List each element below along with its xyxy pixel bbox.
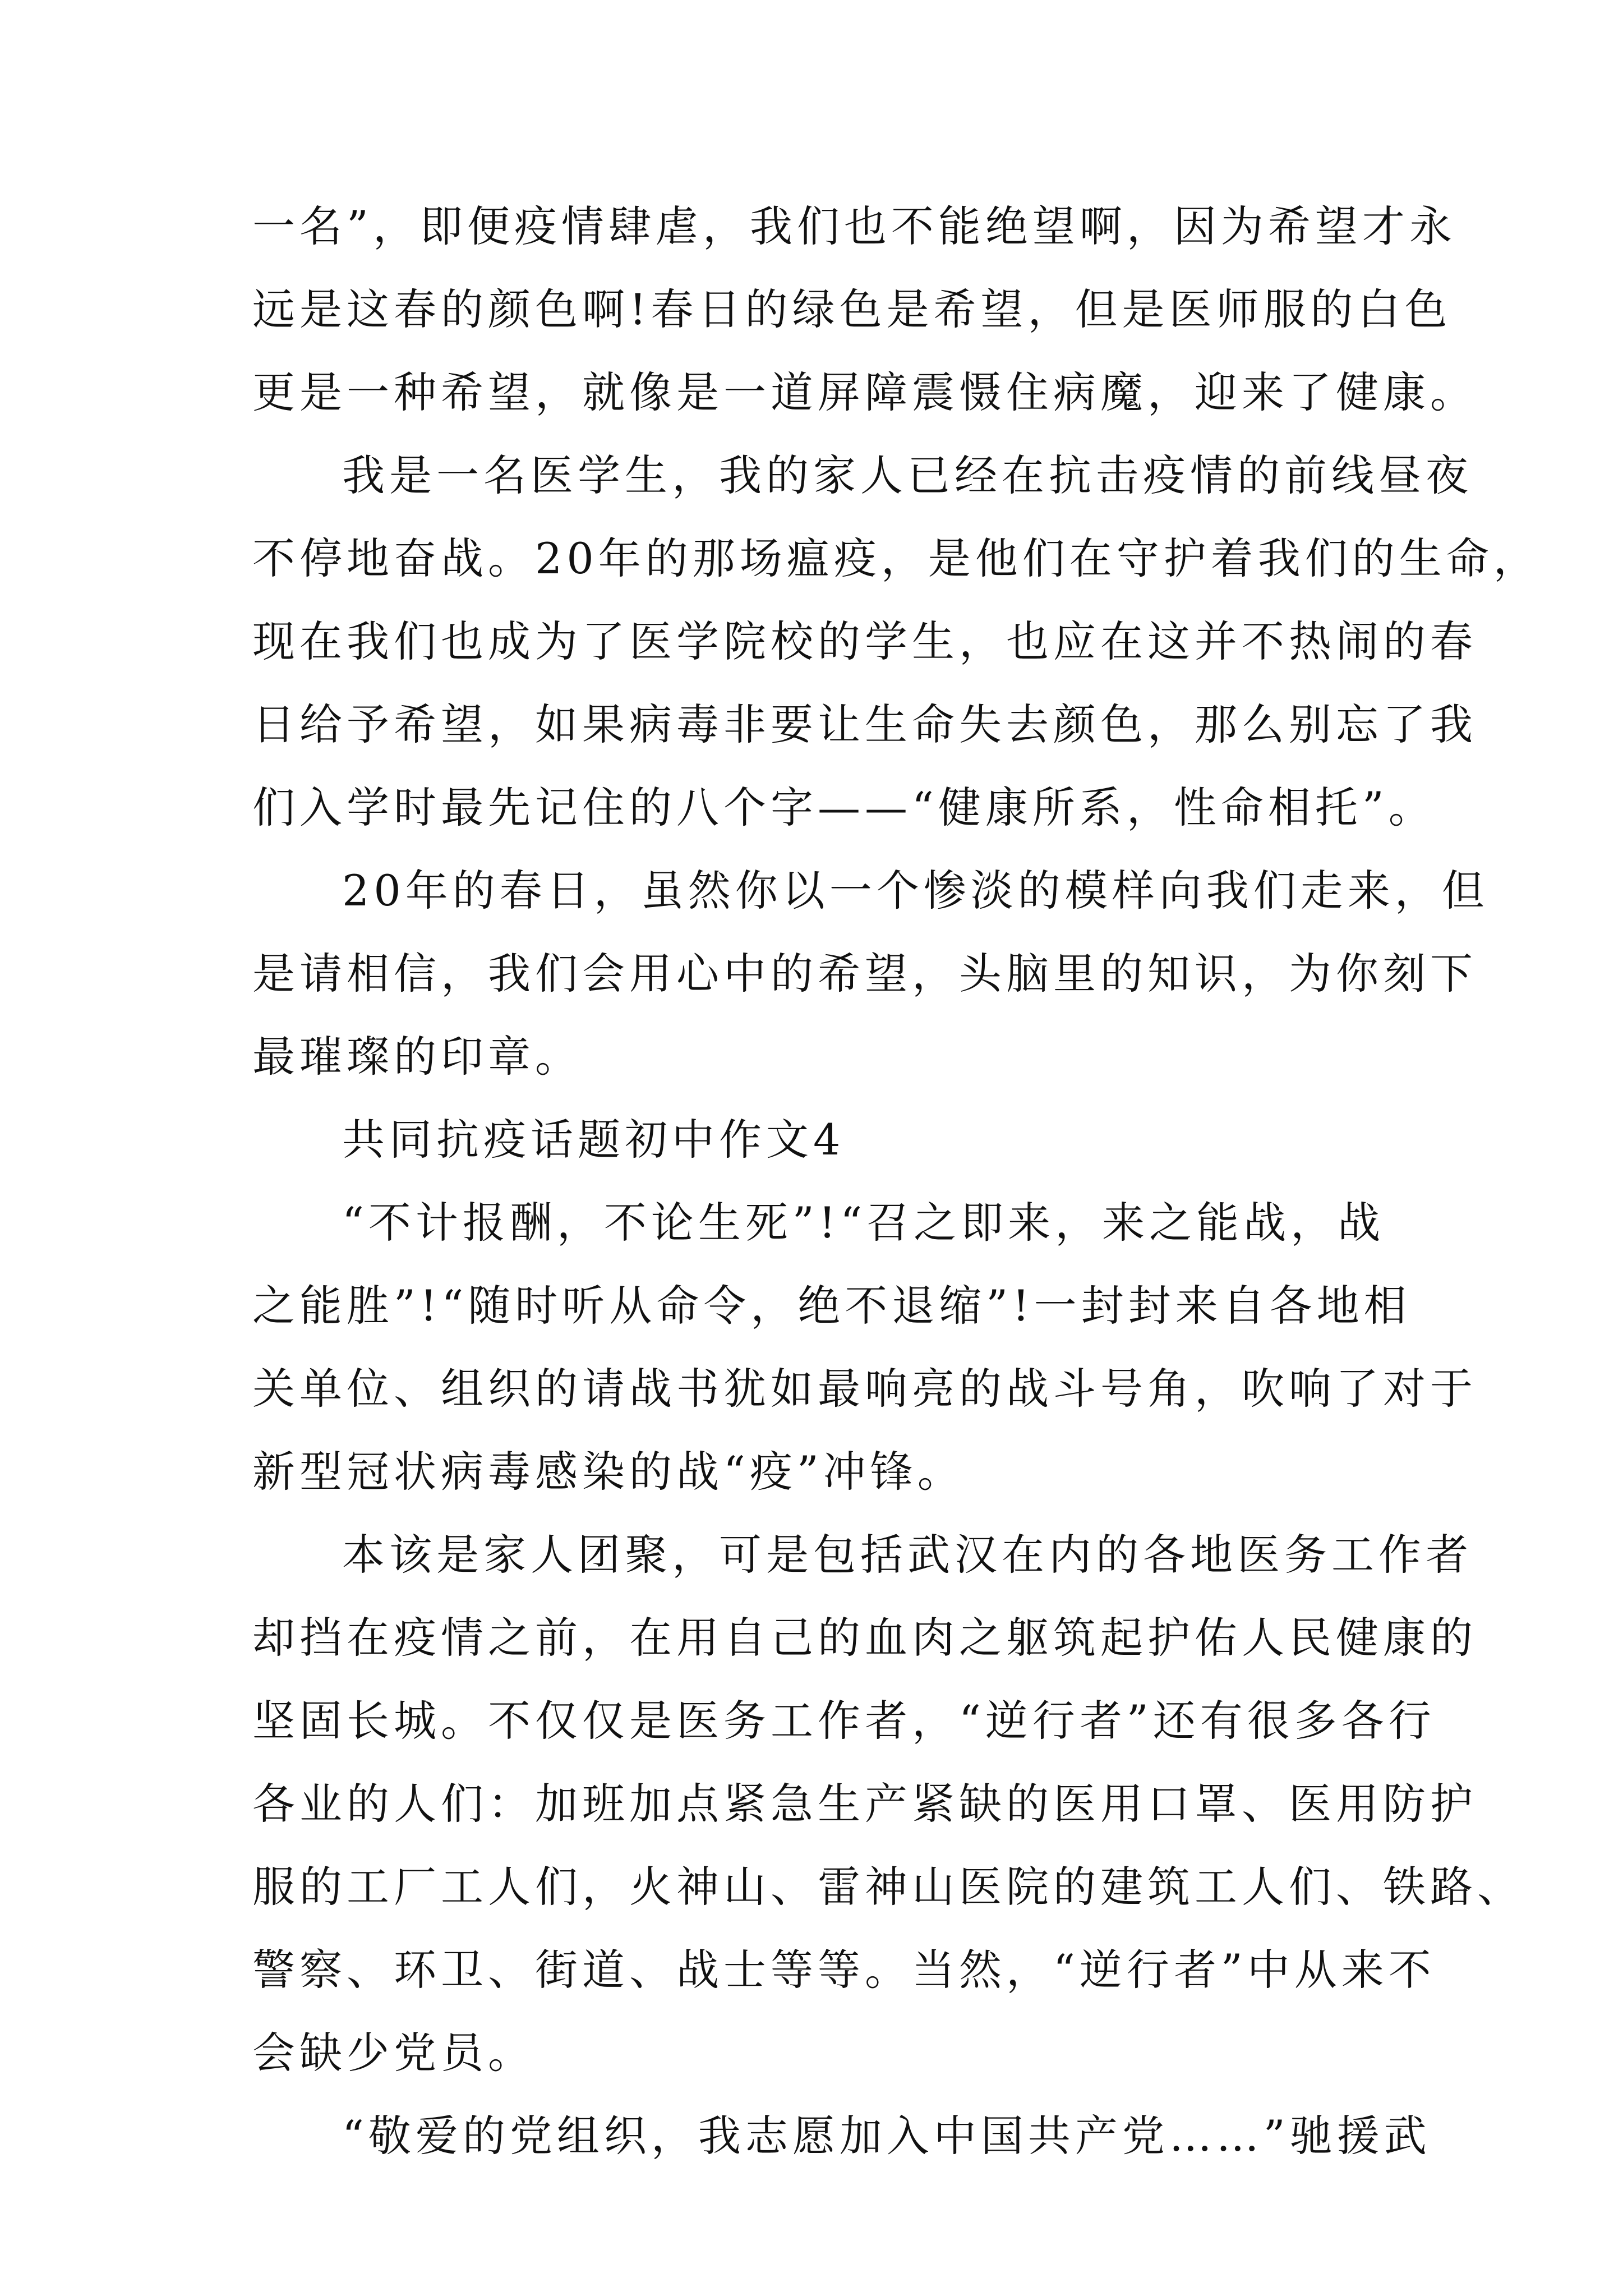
paragraph-line: 各业的人们：加班加点紧急生产紧缺的医用口罩、医用防护 bbox=[252, 1779, 1477, 1829]
paragraph-line: 20年的春日，虽然你以一个惨淡的模样向我们走来，但 bbox=[342, 866, 1489, 915]
paragraph-line: 之能胜”!“随时听从命令，绝不退缩”!一封封来自各地相 bbox=[252, 1281, 1411, 1331]
paragraph-line: “敬爱的党组织，我志愿加入中国共产党……”驰援武 bbox=[342, 2111, 1431, 2161]
paragraph-line: 不停地奋战。20年的那场瘟疫，是他们在守护着我们的生命， bbox=[252, 533, 1541, 583]
paragraph-line: 最璀璨的印章。 bbox=[252, 1032, 582, 1082]
paragraph-line: 现在我们也成为了医学院校的学生，也应在这并不热闹的春 bbox=[252, 616, 1477, 666]
paragraph-line: 远是这春的颜色啊!春日的绿色是希望，但是医师服的白色 bbox=[252, 284, 1452, 334]
paragraph-line: 一名”，即便疫情肆虐，我们也不能绝望啊，因为希望才永 bbox=[252, 201, 1456, 251]
paragraph-line: 更是一种希望，就像是一道屏障震慑住病魔，迎来了健康。 bbox=[252, 367, 1477, 417]
paragraph-line: 是请相信，我们会用心中的希望，头脑里的知识，为你刻下 bbox=[252, 949, 1477, 999]
paragraph-line: 服的工厂工人们，火神山、雷神山医院的建筑工人们、铁路、 bbox=[252, 1862, 1524, 1912]
paragraph-line: 却挡在疫情之前，在用自己的血肉之躯筑起护佑人民健康的 bbox=[252, 1613, 1477, 1663]
paragraph-line: 会缺少党员。 bbox=[252, 2028, 535, 2078]
paragraph-line: 关单位、组织的请战书犹如最响亮的战斗号角，吹响了对于 bbox=[252, 1364, 1477, 1414]
paragraph-line: 日给予希望，如果病毒非要让生命失去颜色，那么别忘了我 bbox=[252, 700, 1477, 749]
section-heading: 共同抗疫话题初中作文4 bbox=[342, 1115, 845, 1165]
paragraph-line: 坚固长城。不仅仅是医务工作者，“逆行者”还有很多各行 bbox=[252, 1696, 1436, 1746]
paragraph-line: 新型冠状病毒感染的战“疫”冲锋。 bbox=[252, 1447, 965, 1497]
paragraph-line: “不计报酬，不论生死”!“召之即来，来之能战，战 bbox=[342, 1198, 1385, 1248]
paragraph-line: 本该是家人团聚，可是包括武汉在内的各地医务工作者 bbox=[342, 1530, 1473, 1580]
paragraph-line: 警察、环卫、街道、战士等等。当然，“逆行者”中从来不 bbox=[252, 1945, 1436, 1995]
paragraph-line: 我是一名医学生，我的家人已经在抗击疫情的前线昼夜 bbox=[342, 450, 1473, 500]
paragraph-line: 们入学时最先记住的八个字——“健康所系，性命相托”。 bbox=[252, 783, 1436, 832]
